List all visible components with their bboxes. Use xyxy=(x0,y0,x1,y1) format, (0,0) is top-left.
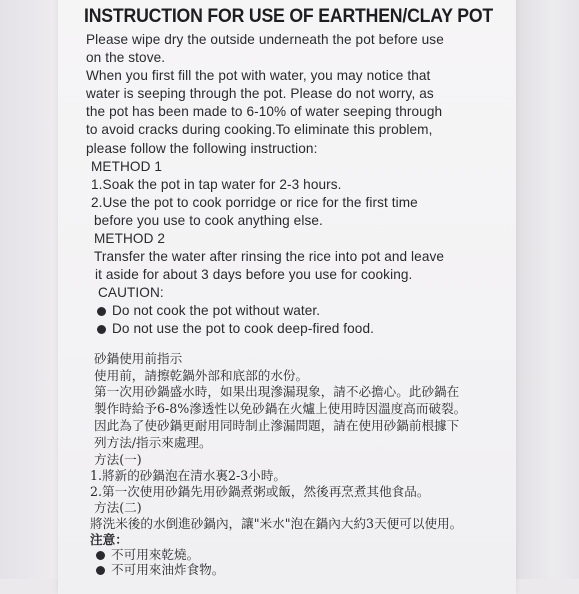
english-line-3: When you first fill the pot with water, you may notice that xyxy=(86,68,431,83)
background-left xyxy=(0,0,58,579)
bullet-icon xyxy=(97,307,106,316)
chinese-heading: 砂鍋使用前指示 xyxy=(94,351,183,366)
method-2-heading: METHOD 2 xyxy=(94,231,166,246)
chinese-line-5: 因此為了使砂鍋更耐用同時制止滲漏問題，請在使用砂鍋前根據下 xyxy=(94,418,460,433)
chinese-caution-heading: 注意： xyxy=(90,532,128,547)
chinese-line-11: 將洗米後的水倒進砂鍋內，讓"米水"泡在鍋內大約3天便可以使用。 xyxy=(90,516,463,531)
chinese-line-4: 製作時給予6-8%滲透性以免砂鍋在火爐上使用時因溫度高而破裂。 xyxy=(94,401,467,416)
chinese-line-2: 使用前，請擦乾鍋外部和底部的水份。 xyxy=(94,368,309,383)
chinese-line-8: 1.將新的砂鍋泡在清水裏2-3小時。 xyxy=(90,468,287,483)
method-1-heading: METHOD 1 xyxy=(91,159,163,174)
chinese-caution-item-2-text: 不可用來油炸食物。 xyxy=(111,562,225,577)
caution-item-2 xyxy=(97,320,374,338)
english-line-9: 1.Soak the pot in tap water for 2-3 hours. xyxy=(91,177,342,192)
english-line-14: it aside for about 3 days before you use for cooking. xyxy=(95,267,413,282)
chinese-line-6: 列方法/指示來處理。 xyxy=(94,435,212,450)
background-right xyxy=(516,0,579,579)
chinese-line-3: 第一次用砂鍋盛水時，如果出現滲漏現象，請不必擔心。此砂鍋在 xyxy=(94,384,460,399)
chinese-caution-item-1 xyxy=(96,547,199,563)
english-line-1: Please wipe dry the outside underneath the pot before use xyxy=(86,32,444,47)
english-line-13: Transfer the water after rinsing the rice into pot and leave xyxy=(94,249,445,264)
document-title: INSTRUCTION FOR USE OF EARTHEN/CLAY POT xyxy=(84,6,494,27)
english-line-5: the pot has been made to 6-10% of water seeping through xyxy=(86,104,443,119)
caution-item-2-text: Do not use the pot to cook deep-fired food. xyxy=(112,321,374,336)
english-line-7: please follow the following instruction: xyxy=(86,141,318,156)
caution-heading: CAUTION: xyxy=(98,285,164,300)
bullet-icon xyxy=(96,566,105,575)
english-line-6: to avoid cracks during cooking.To eliminate this problem, xyxy=(86,122,433,137)
chinese-caution-item-1-text: 不可用來乾燒。 xyxy=(111,547,200,562)
english-line-4: water is seeping through the pot. Please do not worry, as xyxy=(86,86,434,101)
caution-item-1 xyxy=(97,302,320,320)
english-line-10: 2.Use the pot to cook porridge or rice for the first time xyxy=(91,195,418,210)
chinese-caution-item-2 xyxy=(96,562,224,578)
chinese-method-2: 方法(二) xyxy=(94,500,142,515)
caution-item-1-text: Do not cook the pot without water. xyxy=(112,303,321,318)
chinese-method-1: 方法(一) xyxy=(94,452,142,467)
bullet-icon xyxy=(96,551,105,560)
english-line-2: on the stove. xyxy=(86,50,166,65)
english-line-11: before you use to cook anything else. xyxy=(94,213,323,228)
chinese-line-9: 2.第一次使用砂鍋先用砂鍋煮粥或飯，然後再烹煮其他食品。 xyxy=(90,484,430,499)
bullet-icon xyxy=(97,325,106,334)
